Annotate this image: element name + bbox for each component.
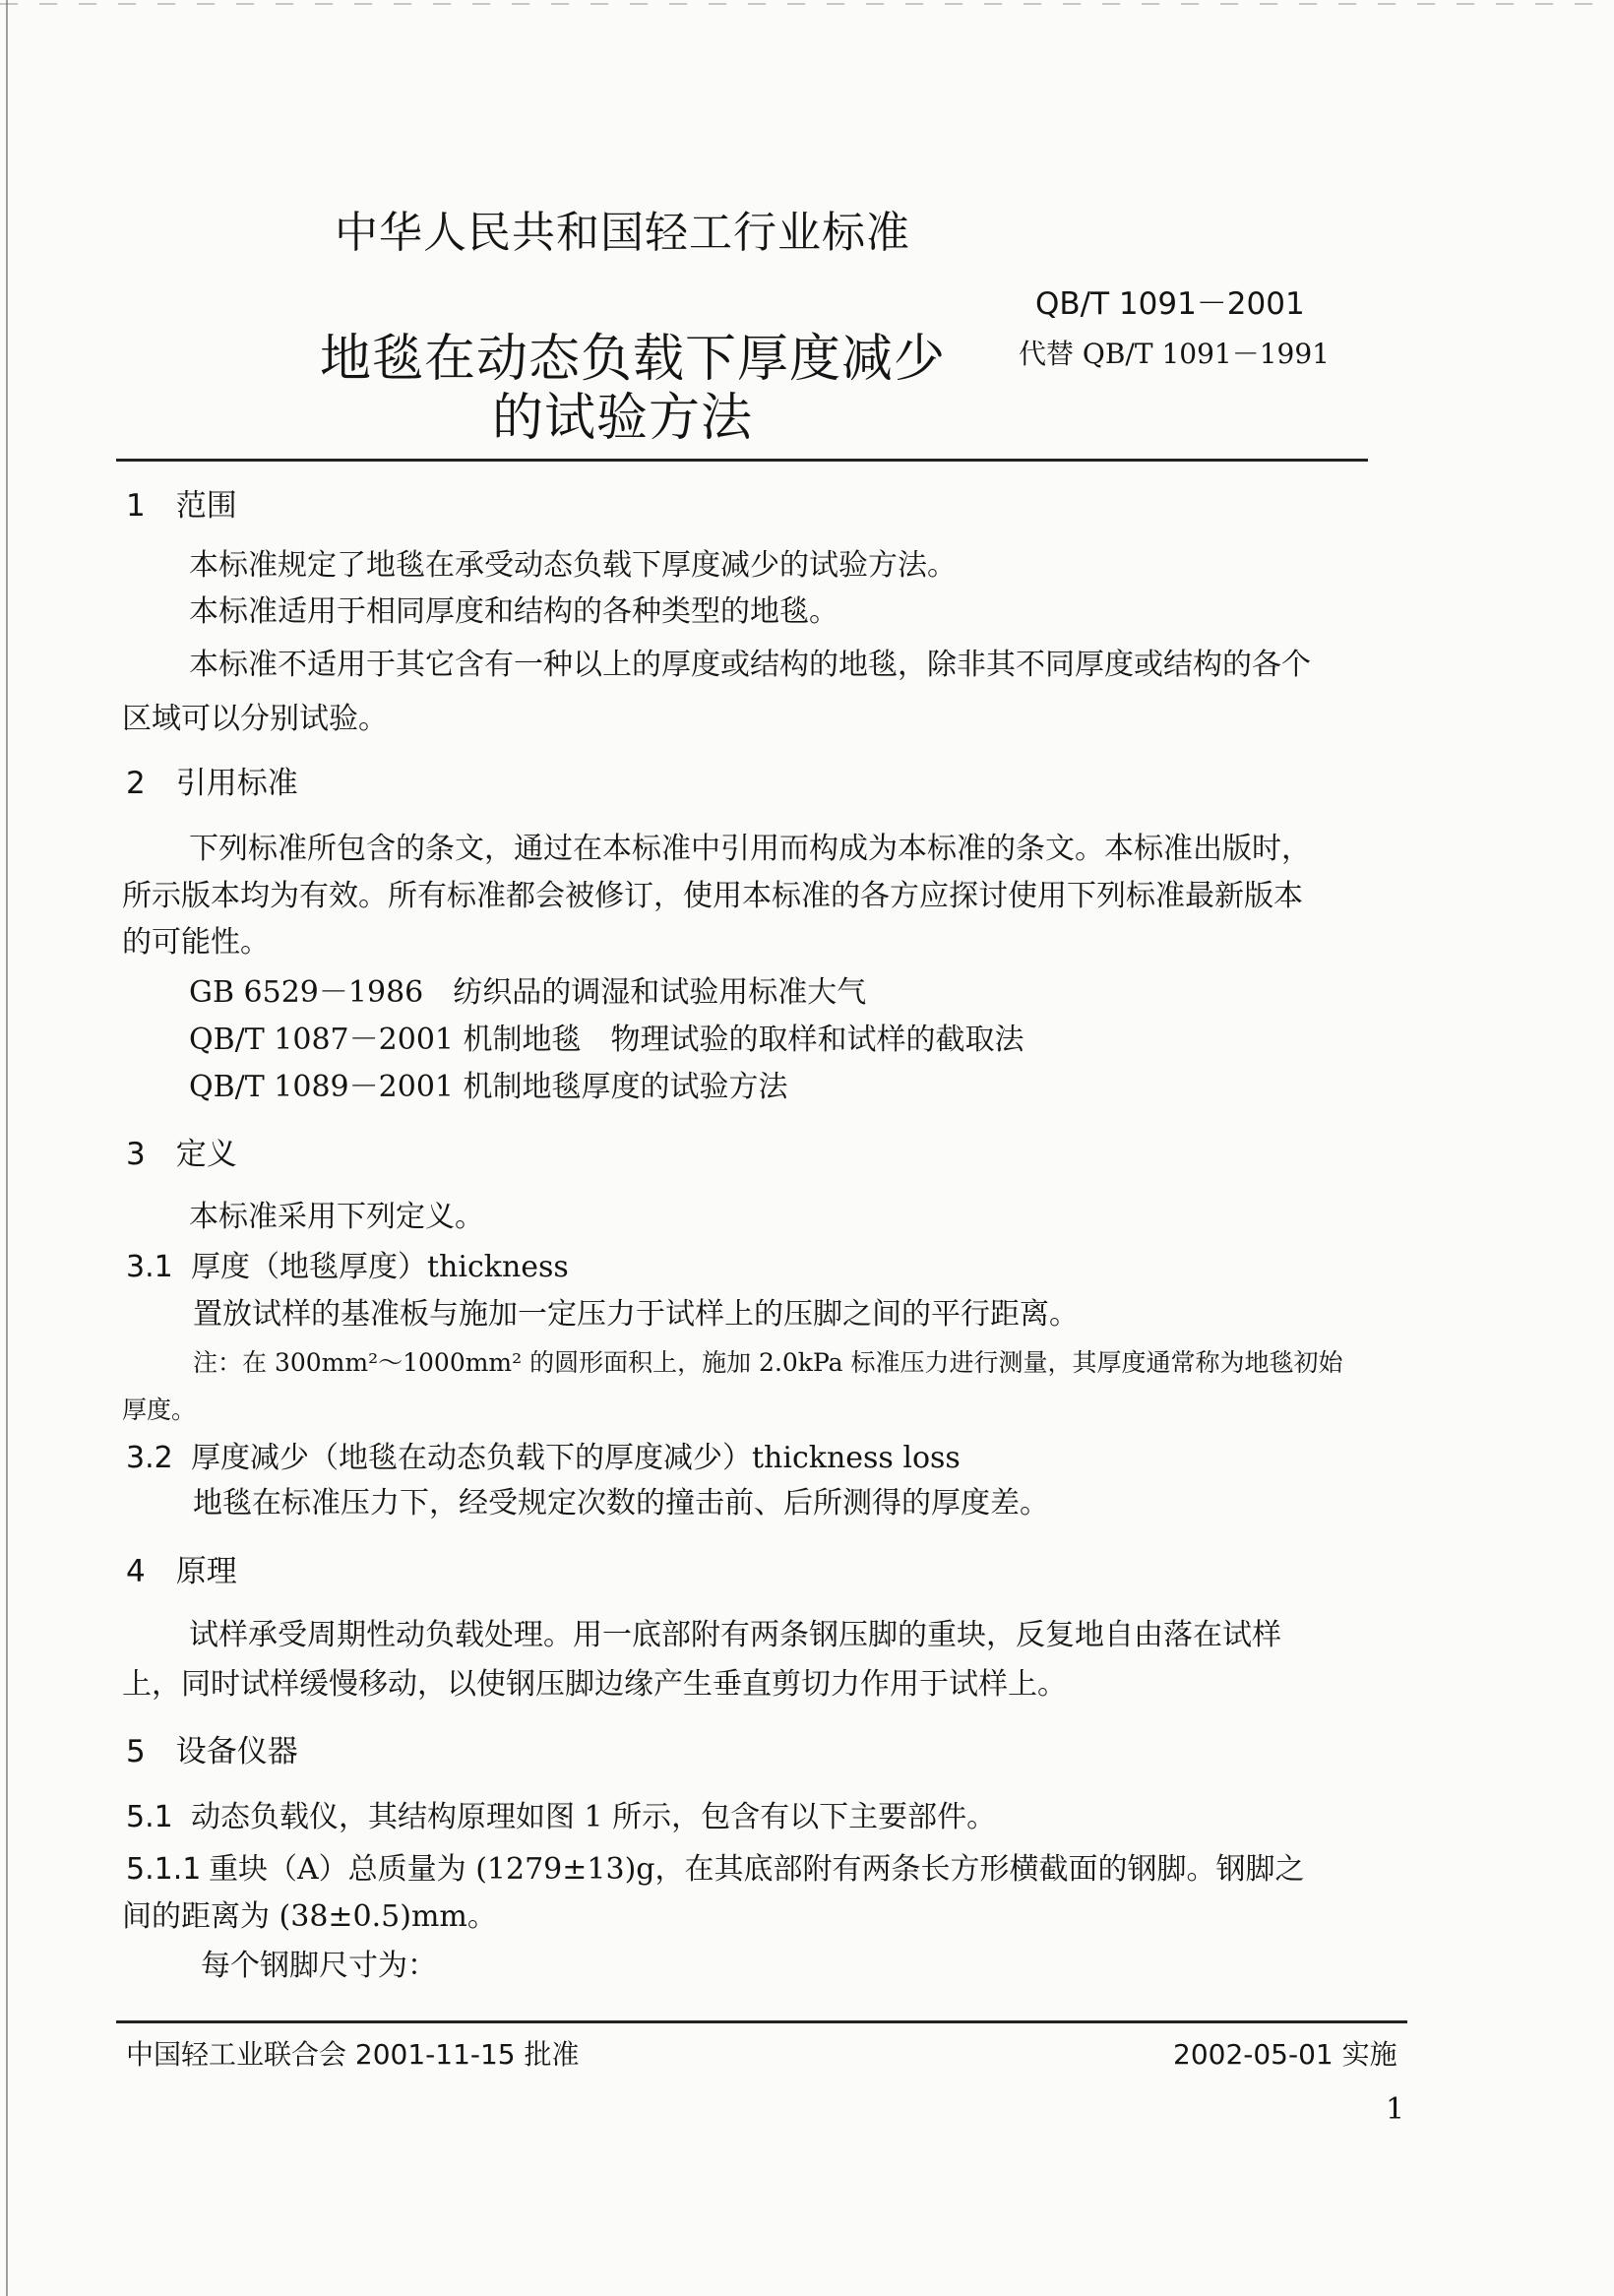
clause-text: 动态负载仪，其结构原理如图 1 所示，包含有以下主要部件。: [191, 1800, 997, 1834]
clause-number: 3.1: [126, 1250, 173, 1284]
section-heading: 3 定义: [126, 1137, 237, 1172]
replaced-standard: 代替 QB/T 1091－1991: [1019, 338, 1330, 370]
paragraph: 地毯在标准压力下，经受规定次数的撞击前、后所测得的厚度差。: [193, 1486, 1049, 1520]
clause-title: 厚度（地毯厚度）thickness: [191, 1250, 569, 1284]
definition-heading: [126, 1248, 569, 1287]
scan-edge: [6, 0, 8, 2296]
footer-divider: [116, 2020, 1407, 2023]
implementation-date: 2002-05-01 实施: [1173, 2038, 1397, 2071]
scan-edge: [0, 3, 1614, 5]
section-heading: 4 原理: [126, 1554, 237, 1589]
paragraph: 本标准规定了地毯在承受动态负载下厚度减少的试验方法。: [189, 548, 957, 583]
paragraph: 本标准不适用于其它含有一种以上的厚度或结构的地毯，除非其不同厚度或结构的各个: [189, 648, 1311, 682]
clause-number: 3.2: [126, 1441, 173, 1475]
paragraph: 上，同时试样缓慢移动，以使钢压脚边缘产生垂直剪切力作用于试样上。: [122, 1667, 1067, 1702]
clause-paragraph: [126, 1798, 996, 1837]
clause-title: 厚度减少（地毯在动态负载下的厚度减少）thickness loss: [191, 1441, 961, 1475]
paragraph: 试样承受周期性动负载处理。用一底部附有两条钢压脚的重块，反复地自由落在试样: [189, 1618, 1281, 1652]
definition-heading: [126, 1439, 961, 1478]
standard-category: 中华人民共和国轻工行业标准: [335, 208, 910, 258]
document-title-line-2: 的试验方法: [492, 389, 754, 448]
paragraph: 的可能性。: [122, 925, 270, 960]
header-divider: [116, 459, 1368, 462]
reference-item: QB/T 1087－2001 机制地毯 物理试验的取样和试样的截取法: [189, 1023, 1024, 1057]
clause-text: 重块（A）总质量为 (1279±13)g，在其底部附有两条长方形横截面的钢脚。钢脚之: [209, 1852, 1305, 1887]
approval-info: 中国轻工业联合会 2001-11-15 批准: [126, 2038, 580, 2071]
document-title-line-1: 地毯在动态负载下厚度减少: [320, 330, 947, 389]
reference-item: QB/T 1089－2001 机制地毯厚度的试验方法: [189, 1070, 788, 1104]
paragraph: 本标准采用下列定义。: [189, 1200, 484, 1234]
paragraph: 区域可以分别试验。: [122, 702, 388, 736]
paragraph: 置放试样的基准板与施加一定压力于试样上的压脚之间的平行距离。: [193, 1297, 1079, 1332]
page-number: 1: [1386, 2092, 1405, 2127]
clause-paragraph: [126, 1850, 1304, 1890]
standard-code: QB/T 1091－2001: [1035, 286, 1305, 322]
paragraph: 下列标准所包含的条文，通过在本标准中引用而构成为本标准的条文。本标准出版时，: [189, 832, 1311, 866]
clause-number: 5.1.1: [126, 1852, 202, 1887]
note: 注：在 300mm²～1000mm² 的圆形面积上，施加 2.0kPa 标准压力进行测量，其厚度通常称为地毯初始: [193, 1348, 1343, 1377]
paragraph: 所示版本均为有效。所有标准都会被修订，使用本标准的各方应探讨使用下列标准最新版本: [122, 879, 1303, 913]
section-heading: 5 设备仪器: [126, 1734, 298, 1769]
reference-item: GB 6529－1986 纺织品的调湿和试验用标准大气: [189, 975, 867, 1010]
section-heading: 1 范围: [126, 488, 237, 524]
clause-number: 5.1: [126, 1800, 173, 1834]
paragraph: 本标准适用于相同厚度和结构的各种类型的地毯。: [189, 594, 838, 629]
section-heading: 2 引用标准: [126, 766, 298, 801]
note: 厚度。: [122, 1396, 197, 1424]
paragraph: 每个钢脚尺寸为：: [201, 1949, 437, 1983]
paragraph: 间的距离为 (38±0.5)mm。: [122, 1899, 497, 1934]
